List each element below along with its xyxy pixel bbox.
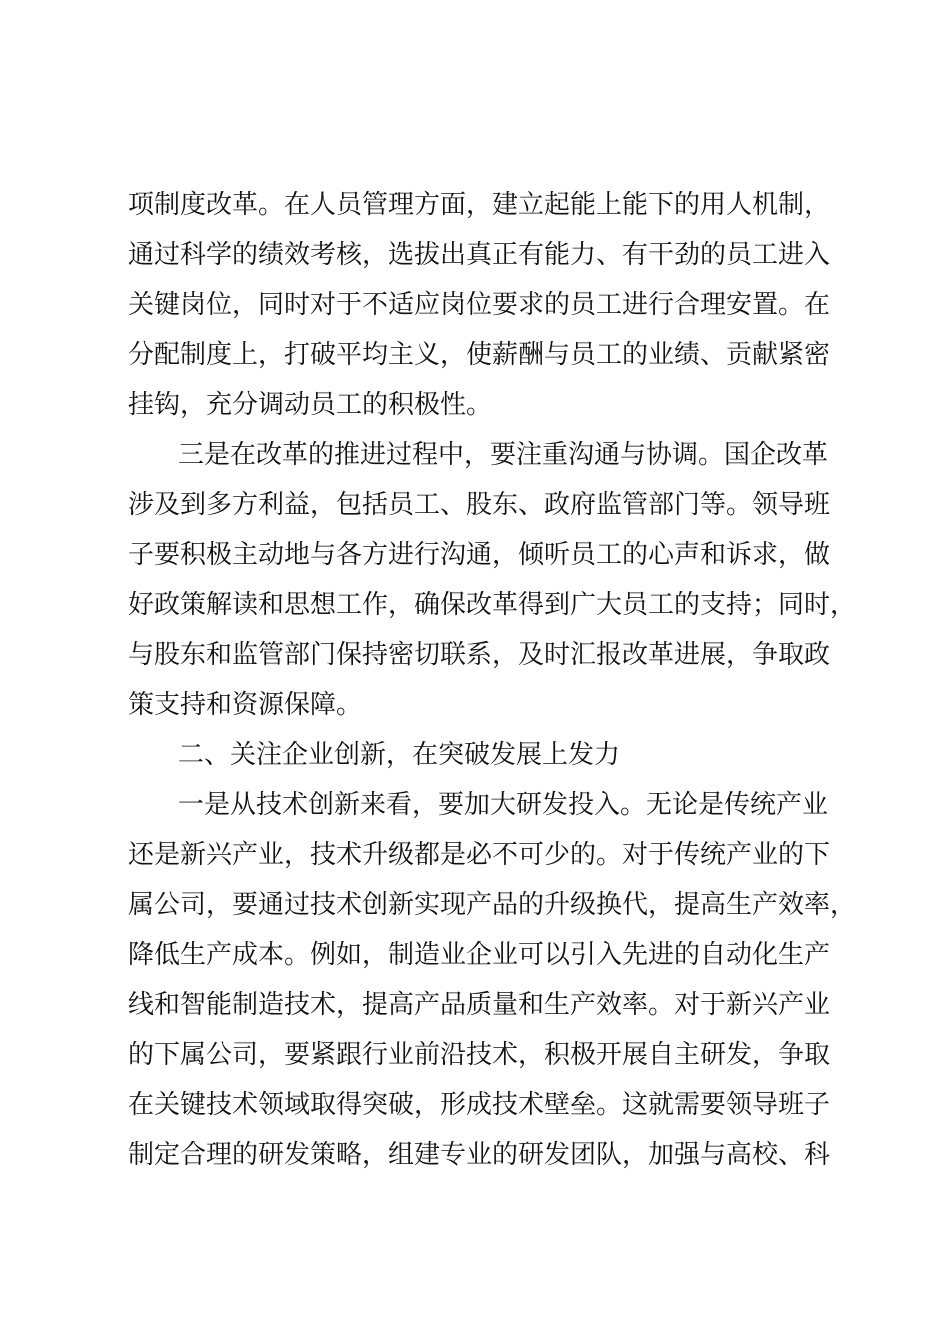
paragraph-line: 分配制度上，打破平均主义，使薪酬与员工的业绩、贡献紧密 <box>128 340 831 370</box>
paragraph-line: 挂钩，充分调动员工的积极性。 <box>128 390 493 420</box>
paragraph-line: 涉及到多方利益，包括员工、股东、政府监管部门等。领导班 <box>128 490 831 520</box>
paragraph-line: 关键岗位，同时对于不适应岗位要求的员工进行合理安置。在 <box>128 290 831 320</box>
paragraph-line: 制定合理的研发策略，组建专业的研发团队，加强与高校、科 <box>128 1140 831 1170</box>
paragraph-first-line: 三是在改革的推进过程中，要注重沟通与协调。国企改革 <box>178 440 829 470</box>
paragraph-line: 在关键技术领域取得突破，形成技术壁垒。这就需要领导班子 <box>128 1090 831 1120</box>
paragraph-line: 的下属公司，要紧跟行业前沿技术，积极开展自主研发，争取 <box>128 1040 831 1070</box>
paragraph-line: 属公司，要通过技术创新实现产品的升级换代，提高生产效率， <box>128 890 857 920</box>
paragraph-first-line: 一是从技术创新来看，要加大研发投入。无论是传统产业 <box>178 790 829 820</box>
paragraph-line: 与股东和监管部门保持密切联系，及时汇报改革进展，争取政 <box>128 640 831 670</box>
paragraph-line: 项制度改革。在人员管理方面，建立起能上能下的用人机制， <box>128 190 831 220</box>
paragraph-line: 好政策解读和思想工作，确保改革得到广大员工的支持；同时， <box>128 590 857 620</box>
paragraph-line: 策支持和资源保障。 <box>128 690 363 720</box>
paragraph-line: 降低生产成本。例如，制造业企业可以引入先进的自动化生产 <box>128 940 831 970</box>
paragraph-line: 通过科学的绩效考核，选拔出真正有能力、有干劲的员工进入 <box>128 240 831 270</box>
paragraph-line: 子要积极主动地与各方进行沟通，倾听员工的心声和诉求，做 <box>128 540 831 570</box>
paragraph-line: 线和智能制造技术，提高产品质量和生产效率。对于新兴产业 <box>128 990 831 1020</box>
paragraph-line: 还是新兴产业，技术升级都是必不可少的。对于传统产业的下 <box>128 840 831 870</box>
section-heading: 二、关注企业创新，在突破发展上发力 <box>178 740 621 770</box>
